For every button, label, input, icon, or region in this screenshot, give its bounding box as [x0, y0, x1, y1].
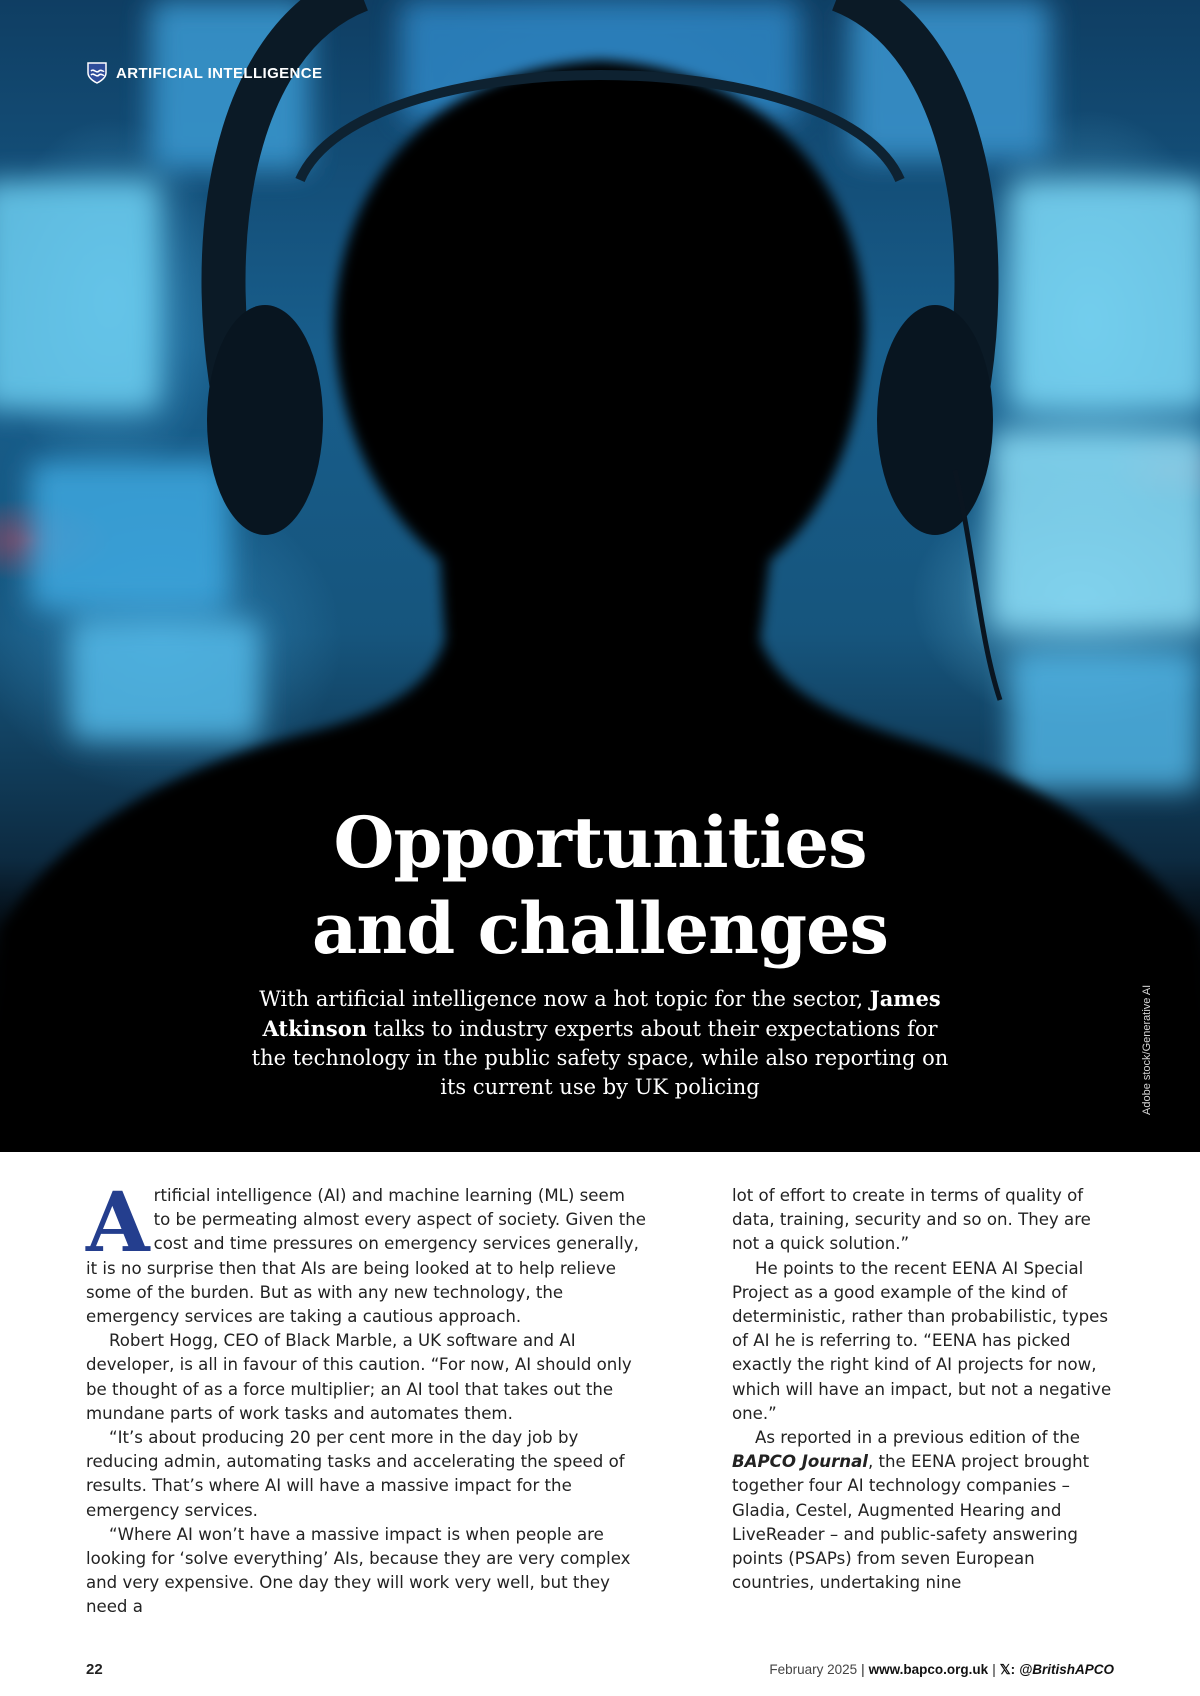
author-name: James Atkinson	[262, 986, 941, 1041]
paragraph: “It’s about producing 20 per cent more in the day job by reducing admin, automating tasks and accelerating the speed of results. That’s where AI will have a massive impact for the emergency services.	[86, 1428, 625, 1520]
journal-name: BAPCO Journal	[732, 1452, 868, 1472]
drop-cap: A	[86, 1175, 150, 1271]
section-tag-label: ARTIFICIAL INTELLIGENCE	[116, 64, 323, 82]
x-logo-icon: 𝕏:	[999, 1662, 1016, 1677]
photo-credit: Adobe stock/Generative AI	[1141, 984, 1153, 1115]
page-number: 22	[86, 1661, 103, 1678]
standfirst-rest: talks to industry experts about their expectations for the technology in the public safety space, while also reporting on its current use by UK policing	[251, 1017, 949, 1099]
article-headline	[0, 800, 1200, 972]
standfirst	[250, 984, 950, 1102]
footer-separator: |	[861, 1662, 865, 1677]
headline-line-1: Opportunities	[333, 801, 867, 884]
headline-line-2: and challenges	[312, 887, 888, 970]
issue-date: February 2025	[769, 1662, 858, 1677]
paragraph-text: rtificial intelligence (AI) and machine learning (ML) seem to be permeating almost every aspect of society. Given the cost and time pressures on emergency services generally, it is no surprise then that AIs are being looked at to help relieve some of the burden. But as with any new technology, the emergency services are taking a cautious approach.	[86, 1186, 647, 1327]
footer-info	[769, 1662, 1114, 1678]
article-column-left	[86, 1175, 647, 1620]
paragraph	[732, 1426, 1122, 1595]
paragraph-text: As reported in a previous edition of the	[755, 1428, 1080, 1448]
footer-separator: |	[992, 1662, 996, 1677]
social-handle[interactable]: @BritishAPCO	[1019, 1662, 1114, 1677]
paragraph: Robert Hogg, CEO of Black Marble, a UK software and AI developer, is all in favour of this caution. “For now, AI should only be thought of as a force multiplier; an AI tool that takes out the mundane parts of work tasks and automates them.	[86, 1331, 632, 1423]
bapco-shield-icon	[86, 61, 108, 85]
website-link[interactable]: www.bapco.org.uk	[868, 1662, 989, 1677]
paragraph-text: , the EENA project brought together four AI technology companies – Gladia, Cestel, Augmented Hearing and LiveReader – and public-safety answering points (PSAPs) from seven European countries, undertaking nine	[732, 1452, 1090, 1593]
standfirst-intro: With artificial intelligence now a hot topic for the sector,	[259, 987, 870, 1011]
paragraph: lot of effort to create in terms of quality of data, training, security and so on. They are not a quick solution.”	[732, 1186, 1091, 1254]
paragraph	[86, 1175, 647, 1329]
article-column-right	[732, 1184, 1122, 1595]
paragraph: He points to the recent EENA AI Special Project as a good example of the kind of deterministic, rather than probabilistic, types of AI he is referring to. “EENA has picked exactly the right kind of AI projects for now, which will have an impact, but not a negative one.”	[732, 1258, 1112, 1423]
paragraph: “Where AI won’t have a massive impact is when people are looking for ‘solve everything’ AIs, because they are very complex and very expensive. One day they will work very well, but they need a	[86, 1524, 631, 1617]
section-tag	[86, 61, 322, 85]
